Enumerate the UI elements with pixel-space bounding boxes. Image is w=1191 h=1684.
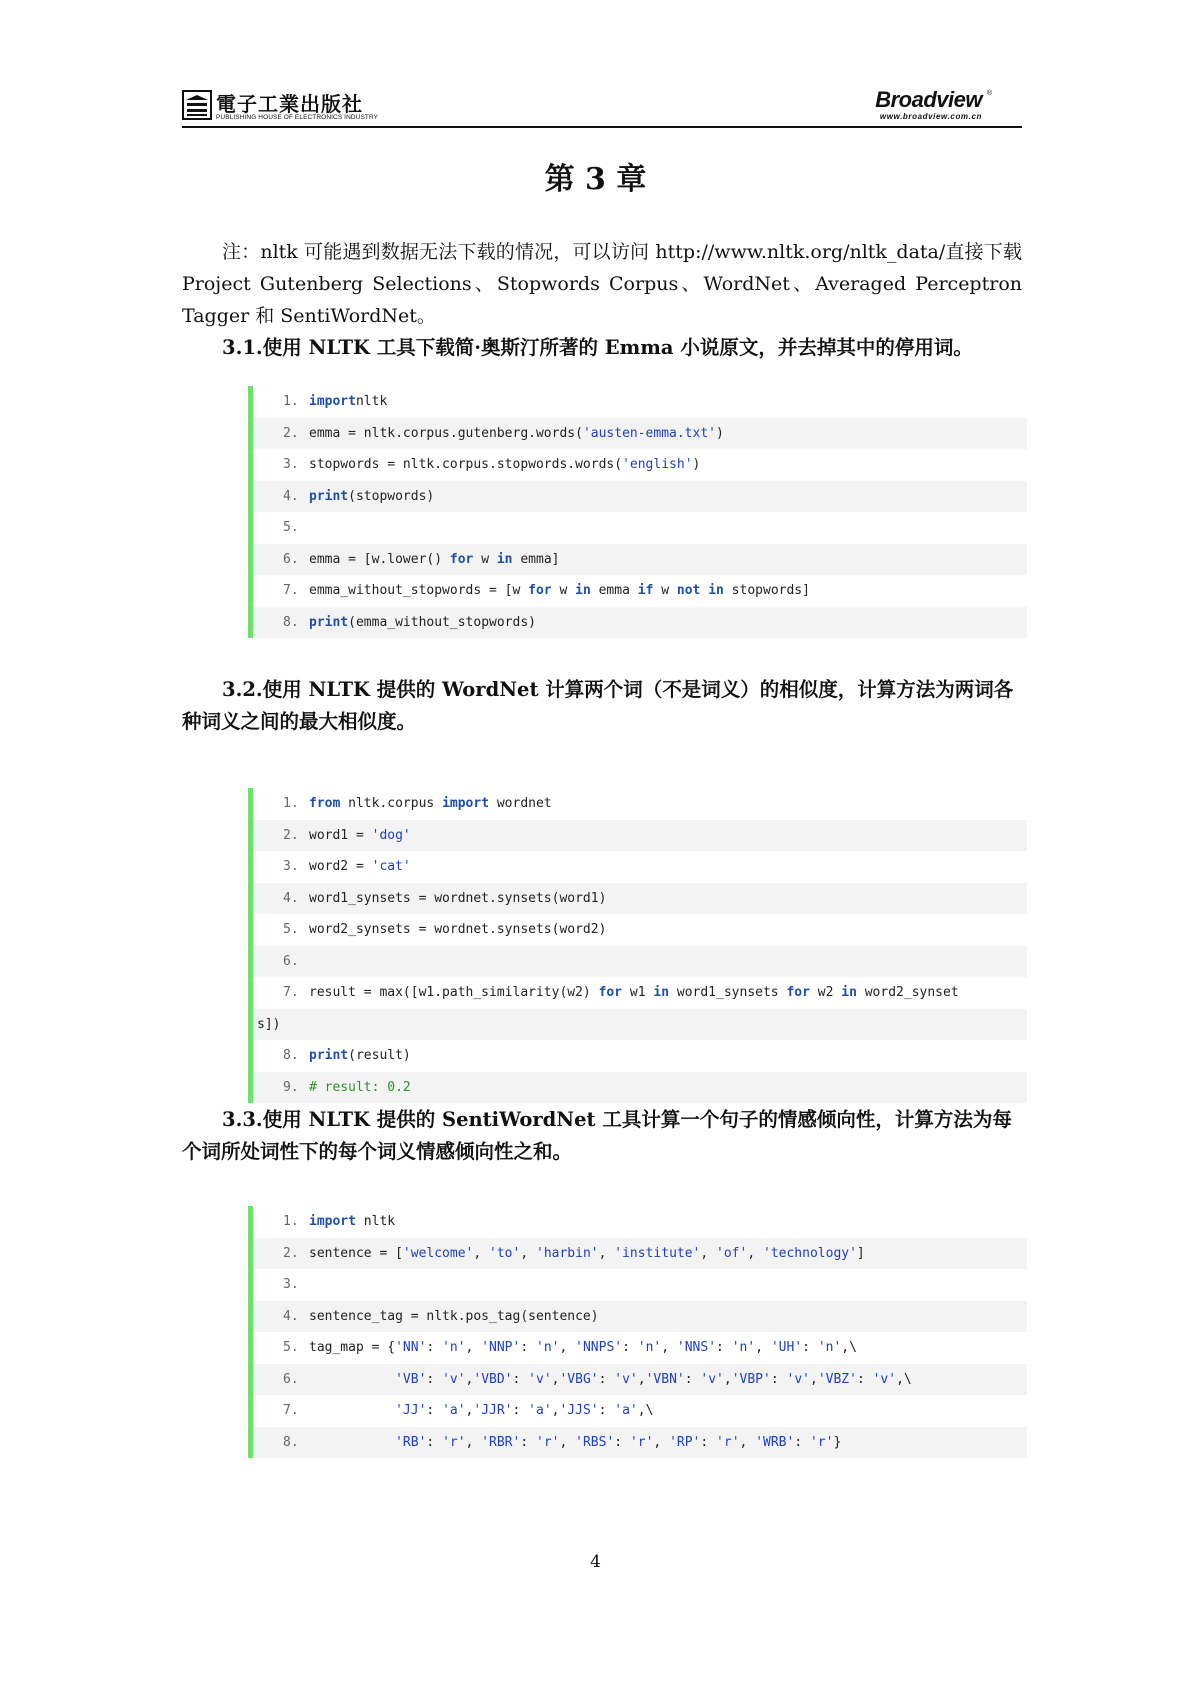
- page-header: [182, 86, 1022, 128]
- code-text: ]: [856, 1245, 865, 1261]
- line-number: 8.: [283, 1434, 299, 1450]
- code-string: 'NNS': [676, 1340, 717, 1355]
- code-line: [253, 914, 1027, 946]
- code-keyword: print: [309, 614, 349, 630]
- code-text: ,: [473, 1245, 490, 1261]
- line-number: 2.: [283, 827, 299, 843]
- code-text: :: [520, 1340, 536, 1355]
- code-string: 'harbin': [536, 1245, 599, 1261]
- code-line: [253, 1009, 1027, 1041]
- code-text: nltk: [355, 1214, 396, 1229]
- code-text: :: [598, 1371, 615, 1387]
- code-keyword: for: [786, 985, 810, 1000]
- code-text: (emma_without_stopwords): [348, 614, 536, 630]
- code-string: 'dog': [371, 827, 411, 843]
- section-heading-3-2: 3.2.使用 NLTK 提供的 WordNet 计算两个词（不是词义）的相似度，计算方法为两词各种词义之间的最大相似度。: [182, 678, 1014, 733]
- broadview-logo: [875, 87, 992, 122]
- section-heading-3-3: 3.3.使用 NLTK 提供的 SentiWordNet 工具计算一个句子的情感倾向性，计算方法为每个词所处词性下的每个词义情感倾向性之和。: [182, 1108, 1012, 1163]
- code-keyword: not in: [676, 583, 724, 598]
- code-string: 'technology': [763, 1245, 857, 1261]
- code-line: [253, 946, 1027, 978]
- code-text: sentence = [: [309, 1245, 403, 1261]
- code-text: word2_synsets = wordnet.synsets(word2): [309, 922, 607, 937]
- line-number: 5.: [283, 922, 299, 937]
- code-keyword: in: [496, 551, 513, 567]
- code-line: [253, 481, 1027, 513]
- line-number: 7.: [283, 985, 299, 1000]
- code-string: 'r': [442, 1434, 466, 1450]
- code-string: 'cat': [371, 859, 411, 874]
- line-number: 7.: [283, 1403, 299, 1418]
- line-number: 9.: [283, 1079, 299, 1095]
- code-line: [253, 1301, 1027, 1333]
- code-text: ,\: [896, 1371, 912, 1387]
- code-text: :: [770, 1371, 787, 1387]
- code-line: [253, 1040, 1027, 1072]
- line-number: 1.: [283, 394, 299, 409]
- code-text: :: [512, 1403, 529, 1418]
- code-text: ,: [465, 1371, 474, 1387]
- code-line: [253, 1072, 1027, 1104]
- code-text: w: [551, 583, 576, 598]
- code-line: [253, 1269, 1027, 1301]
- code-string: 'v': [700, 1371, 724, 1387]
- code-string: 'english': [622, 457, 693, 472]
- line-number: 4.: [283, 488, 299, 504]
- code-text: (result): [348, 1048, 411, 1063]
- code-text: :: [426, 1434, 443, 1450]
- code-text: :: [794, 1434, 810, 1450]
- code-text: :: [856, 1371, 873, 1387]
- code-text: ): [692, 457, 701, 472]
- code-string: 'v': [528, 1371, 552, 1387]
- code-text: :: [614, 1434, 630, 1450]
- code-text: result = max([w1.path_similarity(w2): [309, 985, 599, 1000]
- code-text: nltk: [355, 394, 388, 409]
- brand-url: www.broadview.com.cn: [879, 112, 982, 121]
- code-text: (stopwords): [348, 488, 435, 504]
- brand-name: Broadview: [875, 87, 982, 112]
- code-text: ,: [637, 1371, 646, 1387]
- line-number: 3.: [283, 1277, 299, 1292]
- code-text: stopwords]: [723, 583, 810, 598]
- code-text: word1_synsets: [669, 985, 787, 1000]
- code-keyword: for: [528, 583, 552, 598]
- code-string: 'RBR': [481, 1434, 521, 1450]
- code-text: }: [833, 1434, 842, 1450]
- code-string: 'v': [872, 1371, 897, 1387]
- code-text: :: [700, 1434, 717, 1450]
- code-line: [253, 1427, 1027, 1459]
- code-text: ,: [739, 1434, 756, 1450]
- code-string: 'r': [536, 1434, 560, 1450]
- code-string: 'RBS': [575, 1434, 615, 1450]
- code-text: w: [473, 551, 497, 567]
- code-text: ): [716, 425, 724, 441]
- code-string: 'WRB': [755, 1434, 795, 1450]
- code-text: emma = nltk.corpus.gutenberg.words(: [309, 425, 583, 441]
- code-keyword: import: [309, 1214, 356, 1229]
- code-string: 'NNPS': [575, 1340, 623, 1355]
- code-line: [253, 607, 1027, 639]
- code-string: 'VBD': [473, 1371, 513, 1387]
- publisher-name-en: PUBLISHING HOUSE OF ELECTRONICS INDUSTRY: [216, 114, 379, 121]
- code-text: ,: [465, 1340, 482, 1355]
- line-number: 3.: [283, 859, 299, 874]
- code-string: 'r': [809, 1434, 834, 1450]
- code-text: :: [716, 1340, 732, 1355]
- code-text: word2 =: [309, 859, 372, 874]
- publisher-logo: [182, 86, 382, 126]
- code-text: ,: [809, 1371, 818, 1387]
- code-block-3-1: [248, 386, 1027, 638]
- line-number: 4.: [283, 890, 299, 906]
- note-paragraph: 注：nltk 可能遇到数据无法下载的情况，可以访问 http://www.nltk.org/nltk_data/直接下载 Project Gutenberg Selections、Stopwords Corpus、WordNet、Averaged Perceptron Tagger 和 SentiWordNet。: [182, 241, 1022, 327]
- code-text: ,: [465, 1434, 482, 1450]
- code-text: ,\: [841, 1340, 857, 1355]
- code-string: 'v': [614, 1371, 638, 1387]
- line-number: 5.: [283, 520, 299, 535]
- line-number: 2.: [283, 1245, 299, 1261]
- code-text: ,: [653, 1434, 670, 1450]
- code-string: 'RB': [395, 1434, 427, 1450]
- line-number: 6.: [283, 551, 299, 567]
- code-keyword: in: [575, 583, 591, 598]
- code-text: sentence_tag = nltk.pos_tag(sentence): [309, 1308, 599, 1324]
- line-number: 1.: [283, 1214, 299, 1229]
- code-line: [253, 851, 1027, 883]
- code-text: :: [426, 1371, 443, 1387]
- code-keyword: from: [309, 796, 341, 811]
- code-string: 'JJR': [473, 1403, 513, 1418]
- code-string: 'of': [716, 1245, 748, 1261]
- code-line: [253, 1364, 1027, 1396]
- code-block-3-2: [248, 788, 1027, 1103]
- code-line: [253, 1395, 1027, 1427]
- code-text: word1 =: [309, 827, 372, 843]
- code-keyword: in: [653, 985, 670, 1000]
- code-text: :: [520, 1434, 536, 1450]
- code-text: ,: [551, 1403, 560, 1418]
- code-string: 'NN': [395, 1340, 427, 1355]
- code-text: emma_without_stopwords = [w: [309, 583, 529, 598]
- line-number: 6.: [283, 953, 299, 969]
- code-text: :: [426, 1340, 443, 1355]
- code-keyword: for: [598, 985, 623, 1000]
- code-text: ,: [520, 1245, 536, 1261]
- code-keyword: print: [309, 488, 349, 504]
- code-text: emma: [590, 583, 638, 598]
- code-text: ,: [465, 1403, 474, 1418]
- code-string: 'a': [528, 1403, 552, 1418]
- chapter-title: 第 3 章: [544, 162, 647, 197]
- code-string: 'VBN': [645, 1371, 685, 1387]
- code-text: emma]: [512, 551, 560, 567]
- line-number: 4.: [283, 1308, 299, 1324]
- code-text: nltk.corpus: [340, 796, 443, 811]
- code-text: [309, 1435, 395, 1450]
- code-text: stopwords = nltk.corpus.stopwords.words(: [309, 457, 623, 472]
- code-text: wordnet: [489, 796, 552, 811]
- code-string: 'welcome': [402, 1245, 474, 1261]
- code-keyword: import: [442, 796, 490, 811]
- code-string: 'VBZ': [817, 1371, 857, 1387]
- code-string: 'n': [731, 1340, 756, 1355]
- code-text: :: [598, 1403, 615, 1418]
- code-text: :: [426, 1403, 443, 1418]
- code-keyword: for: [449, 551, 474, 567]
- line-number: 8.: [283, 1048, 299, 1063]
- line-number: 6.: [283, 1371, 299, 1387]
- code-string: 'n': [637, 1340, 662, 1355]
- code-text: [309, 1403, 395, 1418]
- code-string: 'v': [442, 1371, 466, 1387]
- code-text: ,: [755, 1340, 771, 1355]
- line-number: 1.: [283, 796, 299, 811]
- code-string: 'to': [489, 1245, 521, 1261]
- code-string: 'v': [786, 1371, 810, 1387]
- code-line: [253, 386, 1027, 418]
- code-string: 'VB': [395, 1371, 427, 1387]
- code-comment: # result: 0.2: [309, 1079, 411, 1095]
- code-line: [253, 449, 1027, 481]
- code-line: [253, 544, 1027, 576]
- code-line: [253, 1332, 1027, 1364]
- code-text: :: [622, 1340, 638, 1355]
- code-keyword: in: [841, 985, 857, 1000]
- code-string: 'NNP': [481, 1340, 521, 1355]
- code-string: 'r': [716, 1434, 740, 1450]
- code-line: [253, 418, 1027, 450]
- line-number: 5.: [283, 1340, 299, 1355]
- code-string: 'n': [817, 1340, 842, 1355]
- code-string: 'a': [442, 1403, 466, 1418]
- code-text: emma = [w.lower(): [309, 551, 450, 567]
- code-string: 'austen-emma.txt': [582, 425, 716, 441]
- code-line: [253, 1206, 1027, 1238]
- code-keyword: print: [309, 1048, 349, 1063]
- code-string: 'VBP': [731, 1371, 771, 1387]
- line-number: 8.: [283, 614, 299, 630]
- code-string: 'JJS': [559, 1403, 599, 1418]
- code-text: :: [512, 1371, 529, 1387]
- code-text: s]): [257, 1016, 281, 1032]
- code-text: ,: [747, 1245, 763, 1261]
- code-text: ,\: [637, 1403, 654, 1418]
- line-number: 3.: [283, 457, 299, 472]
- code-block-3-3: [248, 1206, 1027, 1458]
- page-number: 4: [590, 1552, 601, 1572]
- code-string: 'RP': [669, 1434, 701, 1450]
- publisher-emblem-icon: [182, 90, 212, 120]
- code-line: [253, 512, 1027, 544]
- code-string: 'VBG': [559, 1371, 599, 1387]
- line-number: 7.: [283, 583, 299, 598]
- code-line: [253, 788, 1027, 820]
- publisher-name-cn: 電子工業出版社: [216, 92, 363, 116]
- code-string: 'n': [536, 1340, 560, 1355]
- registered-mark: ®: [986, 90, 992, 97]
- code-string: 'n': [442, 1340, 466, 1355]
- code-keyword: if: [637, 583, 654, 598]
- code-text: ,: [661, 1340, 677, 1355]
- line-number: 2.: [283, 425, 299, 441]
- code-string: 'institute': [614, 1245, 701, 1261]
- code-text: :: [802, 1340, 818, 1355]
- code-string: 'UH': [770, 1340, 803, 1355]
- code-line: [253, 1238, 1027, 1270]
- code-string: 'a': [614, 1403, 638, 1418]
- section-heading-3-1: 3.1.使用 NLTK 工具下载简·奥斯汀所著的 Emma 小说原文，并去掉其中的停用词。: [222, 336, 973, 359]
- code-string: 'JJ': [395, 1403, 427, 1418]
- code-keyword: import: [309, 394, 356, 409]
- code-line: [253, 575, 1027, 607]
- code-text: ,: [551, 1371, 560, 1387]
- code-text: ,: [559, 1340, 576, 1355]
- code-text: word1_synsets = wordnet.synsets(word1): [309, 890, 607, 906]
- code-text: :: [684, 1371, 701, 1387]
- code-text: ,: [700, 1245, 717, 1261]
- code-string: 'r': [629, 1434, 654, 1450]
- code-line: [253, 883, 1027, 915]
- code-line: [253, 820, 1027, 852]
- code-text: w: [653, 583, 677, 598]
- code-text: ,: [598, 1245, 615, 1261]
- code-text: tag_map = {: [309, 1340, 396, 1355]
- code-text: word2_synset: [856, 985, 959, 1000]
- code-text: [309, 1372, 395, 1387]
- code-text: ,: [723, 1371, 732, 1387]
- code-text: w2: [809, 985, 842, 1000]
- code-text: ,: [559, 1434, 576, 1450]
- code-line: [253, 977, 1027, 1009]
- code-text: w1: [622, 985, 654, 1000]
